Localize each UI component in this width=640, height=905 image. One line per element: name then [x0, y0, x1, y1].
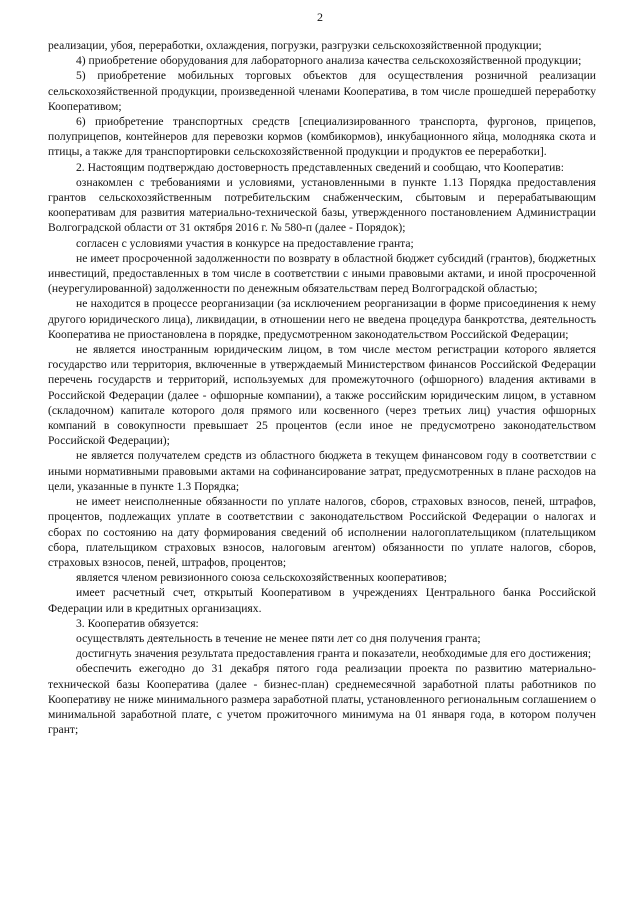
paragraph: не имеет просроченной задолженности по возврату в областной бюджет субсидий (грантов), бюджетных инвестиций, предоставленных в том числе в соответствии с иными правовыми актами, и иной просроченной (неурегулированной) задолженности по денежным обязательствам перед Волгоградской областью; [48, 251, 596, 296]
paragraph: 4) приобретение оборудования для лабораторного анализа качества сельскохозяйственной продукции; [76, 54, 582, 68]
paragraph: достигнуть значения результата предоставления гранта и показатели, необходимые для его достижения; [76, 647, 592, 661]
paragraph: 5) приобретение мобильных торговых объектов для осуществления розничной реализации сельскохозяйственной продукции, произведенной членами Кооператива, в том числе прошедшей переработку Кооперативом; [48, 69, 596, 113]
paragraph: не имеет неисполненные обязанности по уплате налогов, сборов, страховых взносов, пеней, штрафов, процентов, подлежащих уплате в соответствии с законодательством Российской Федерации о налогах и сборах по состоянию на дату формирования сведений об исполнении налогоплательщиком (плательщиком сбора, плательщиком страховых взносов, налоговым агентом) обязанности по уплате налогов, сборов, страховых взносов, пеней, штрафов, процентов; [48, 495, 596, 569]
paragraph: согласен с условиями участия в конкурсе на предоставление гранта; [76, 236, 414, 250]
paragraph: 6) приобретение транспортных средств [специализированного транспорта, фургонов, прицепов, полуприцепов, контейнеров для перевозки кормов (комбикормов), инкубационного яйца, молодняка скота и птицы, а также для транспортировки сельскохозяйственной продукции и продуктов ее переработки]. [48, 115, 596, 159]
paragraph: ознакомлен с требованиями и условиями, установленными в пункте 1.13 Порядка предоставления грантов сельскохозяйственным потребительским снабженческим, сбытовым и перерабатывающим кооперативам для развития материально-технической базы, утвержденного постановлением Администрации Волгоградской области от 31 октября 2016 г. № 580-п (далее - Порядок); [48, 175, 596, 235]
paragraph: обеспечить ежегодно до 31 декабря пятого года реализации проекта по развитию материально-технической базы Кооператива (далее - бизнес-план) среднемесячной заработной платы работников по Кооперативу не ниже минимального размера заработной платы, установленного региональным соглашением о минимальной заработной плате, с учетом прожиточного минимума на 01 января года, в котором получен грант; [48, 662, 596, 737]
page-number: 2 [317, 10, 323, 24]
paragraph: имеет расчетный счет, открытый Кооперативом в учреждениях Центрального банка Российской Федерации или в кредитных организациях. [48, 586, 596, 615]
paragraph: не является иностранным юридическим лицом, в том числе местом регистрации которого является государство или территория, включенные в утверждаемый Министерством финансов Российской Федерации перечень государств и территорий, используемых для промежуточного (офшорного) владения активами в Российской Федерации (далее - офшорные компании), а также российским юридическим лицом, в уставном (складочном) капитале которого доля прямого или косвенного (через третьих лиц) участия офшорных компаний в совокупности превышает 25 процентов (если иное не предусмотрено законодательством Российской Федерации); [48, 343, 596, 448]
paragraph: 3. Кооператив обязуется: [76, 616, 199, 630]
paragraph: осуществлять деятельность в течение не менее пяти лет со дня получения гранта; [76, 631, 481, 645]
paragraph: реализации, убоя, переработки, охлаждения, погрузки, разгрузки сельскохозяйственной продукции; [48, 39, 542, 52]
paragraph: является членом ревизионного союза сельскохозяйственных кооперативов; [76, 571, 447, 585]
paragraph: 2. Настоящим подтверждаю достоверность представленных сведений и сообщаю, что Кооператив: [76, 160, 564, 174]
paragraph: не является получателем средств из областного бюджета в текущем финансовом году в соответствии с иными нормативными правовыми актами на софинансирование затрат, предусмотренных в плане расходов на цели, указанные в пункте 1.3 Порядка; [48, 449, 596, 493]
paragraph: не находится в процессе реорганизации (за исключением реорганизации в форме присоединения к нему другого юридического лица), ликвидации, в отношении него не введена процедура банкротства, деятельность Кооператива не приостановлена в порядке, предусмотренном законодательством Российской Федерации; [48, 297, 596, 341]
document-body [48, 38, 596, 737]
